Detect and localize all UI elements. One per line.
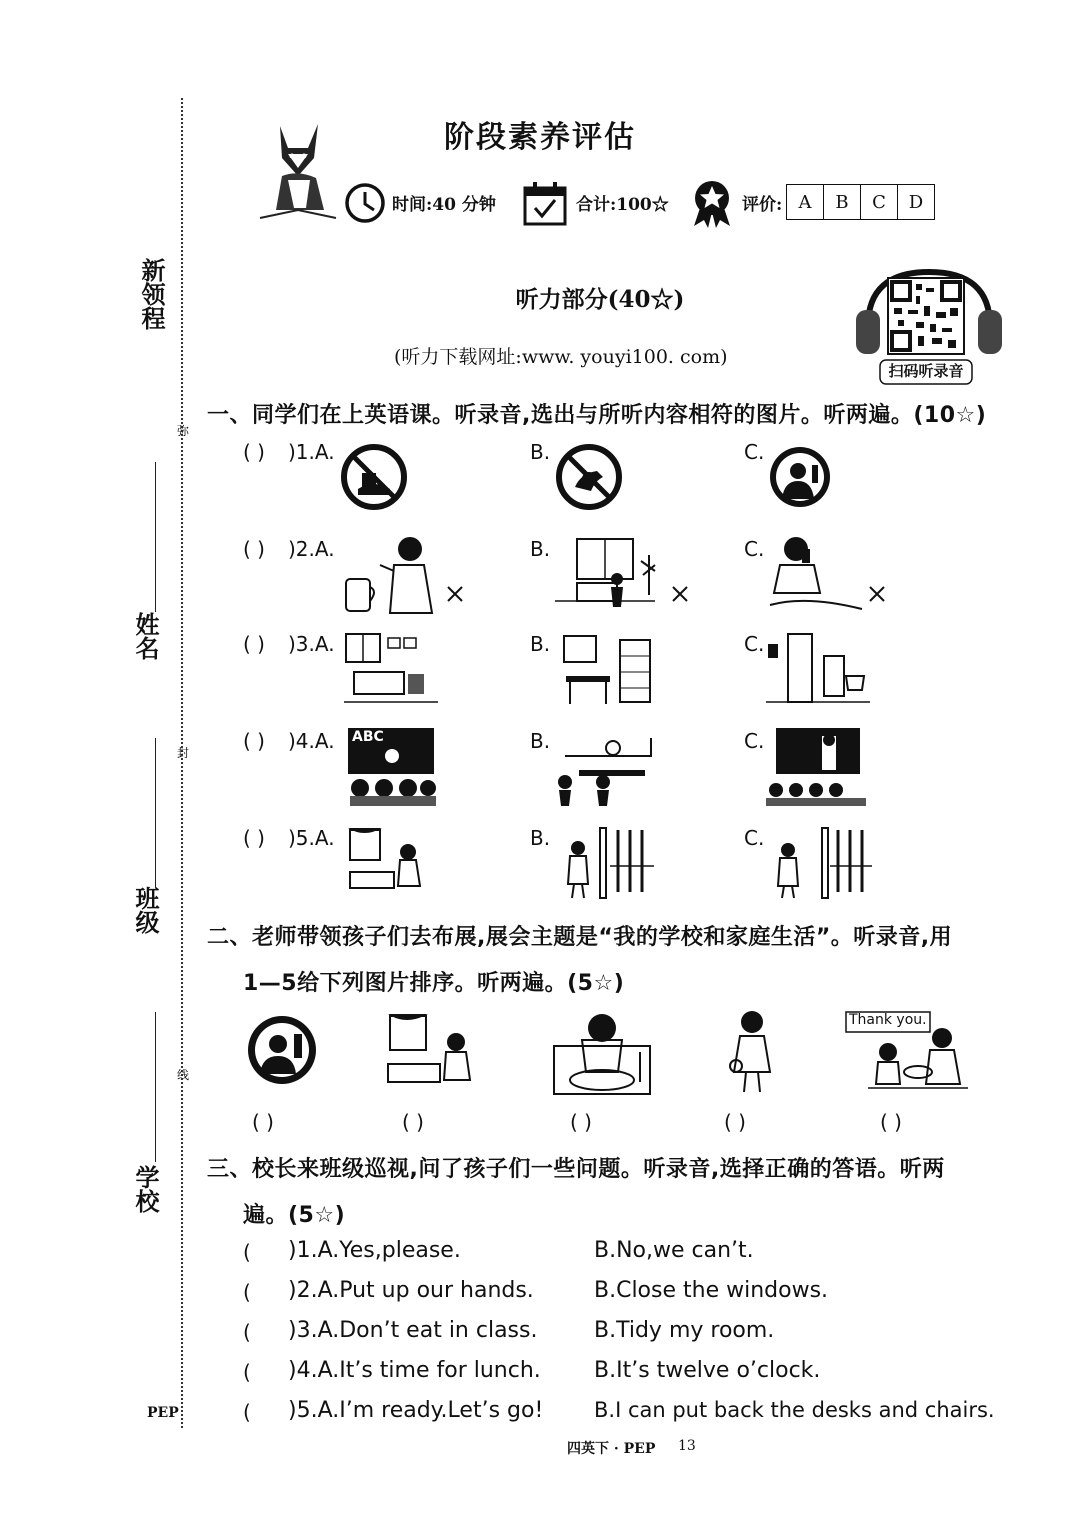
part2-heading-line1: 二、老师带领孩子们去布展,展会主题是“我的学校和家庭生活”。听录音,用 [207, 925, 953, 950]
p3-q2-option-a: )2.A.Put up our hands. [288, 1278, 534, 1303]
hand-washing-picture[interactable] [552, 1012, 652, 1096]
girl-with-ball-picture[interactable] [724, 1008, 784, 1096]
total-info: 合计:100☆ [576, 195, 669, 215]
p3-paren-3[interactable]: ( [243, 1320, 251, 1344]
school-label: 学校 [131, 1165, 160, 1213]
part3-heading-line1: 三、校长来班级巡视,问了孩子们一些问题。听录音,选择正确的答语。听两 [207, 1157, 945, 1182]
class-label: 班级 [131, 886, 160, 934]
q4-b-label: B. [530, 729, 551, 753]
rating-label: 评价: [742, 195, 783, 215]
clock-icon [344, 182, 386, 224]
rating-badge-icon [688, 178, 736, 228]
download-url-note: (听力下载网址:www. youyi100. com) [394, 346, 728, 368]
publisher-logo: 新领程 [137, 258, 166, 330]
calendar-icon [522, 180, 568, 228]
raise-hand-sign-icon[interactable] [766, 443, 834, 511]
p3-paren-4[interactable]: ( [243, 1360, 251, 1384]
living-room-girl-picture[interactable] [555, 535, 695, 615]
q5-b-label: B. [530, 826, 551, 850]
boy-on-phone-picture[interactable] [766, 535, 892, 615]
order-paren-1[interactable]: ( ) [252, 1110, 274, 1134]
part3-heading-line2: 遍。(5☆) [243, 1203, 346, 1228]
q3-c-label: C. [744, 632, 765, 656]
girl-on-bed-picture-2[interactable] [384, 1012, 480, 1092]
name-label: 姓名 [131, 612, 160, 660]
seal-mi: 弥 [176, 424, 189, 438]
q1-a-label: )1.A. [288, 440, 335, 464]
q1-c-label: C. [744, 440, 765, 464]
q4-a-label: )4.A. [288, 729, 335, 753]
order-paren-2[interactable]: ( ) [402, 1110, 424, 1134]
answer-paren-2[interactable]: ( ) [243, 537, 265, 561]
class-blank[interactable] [155, 738, 156, 888]
p3-q5-option-b: B.I can put back the desks and chairs. [594, 1398, 995, 1422]
q2-c-label: C. [744, 537, 765, 561]
p3-paren-1[interactable]: ( [243, 1240, 251, 1264]
speech-bubble-text: Thank you. [849, 1012, 927, 1028]
q2-a-label: )2.A. [288, 537, 335, 561]
no-touching-sign-icon[interactable] [555, 443, 623, 511]
q5-a-label: )5.A. [288, 826, 335, 850]
seal-feng: 封 [176, 746, 189, 760]
p3-q1-option-a: )1.A.Yes,please. [288, 1238, 461, 1263]
girl-on-bed-picture[interactable] [344, 826, 430, 896]
grade-a[interactable]: A [787, 185, 824, 219]
footer-page-number: 13 [678, 1438, 696, 1454]
p3-q1-option-b: B.No,we can’t. [594, 1238, 754, 1263]
girl-leaving-door-picture[interactable] [774, 826, 874, 902]
grade-c[interactable]: C [861, 185, 898, 219]
q1-b-label: B. [530, 440, 551, 464]
page-title: 阶段素养评估 [444, 120, 636, 155]
p3-paren-5[interactable]: ( [243, 1400, 251, 1424]
science-class-picture[interactable] [766, 726, 866, 808]
boy-with-kettle-picture[interactable] [344, 535, 470, 615]
classroom-desks-picture[interactable] [555, 726, 655, 808]
p3-q3-option-a: )3.A.Don’t eat in class. [288, 1318, 538, 1343]
name-blank[interactable] [155, 462, 156, 612]
p3-q2-option-b: B.Close the windows. [594, 1278, 829, 1303]
answer-paren-4[interactable]: ( ) [243, 729, 265, 753]
order-paren-4[interactable]: ( ) [724, 1110, 746, 1134]
part2-heading-line2: 1—5给下列图片排序。听两遍。(5☆) [243, 971, 625, 996]
p3-q4-option-b: B.It’s twelve o’clock. [594, 1358, 821, 1383]
p3-paren-2[interactable]: ( [243, 1280, 251, 1304]
time-info: 时间:40 分钟 [392, 195, 496, 215]
q5-c-label: C. [744, 826, 765, 850]
order-paren-3[interactable]: ( ) [570, 1110, 592, 1134]
grade-d[interactable]: D [908, 191, 924, 213]
qr-caption: 扫码听录音 [888, 362, 964, 380]
q3-b-label: B. [530, 632, 551, 656]
part1-heading: 一、同学们在上英语课。听录音,选出与所听内容相符的图片。听两遍。(10☆) [207, 403, 987, 428]
study-room-picture[interactable] [560, 632, 656, 710]
bathroom-picture[interactable] [766, 632, 870, 706]
answer-paren-5[interactable]: ( ) [243, 826, 265, 850]
answer-paren-3[interactable]: ( ) [243, 632, 265, 656]
seal-xian: 线 [176, 1068, 189, 1082]
board-abc-text: ABC [352, 729, 384, 745]
p3-q4-option-a: )4.A.It’s time for lunch. [288, 1358, 541, 1383]
q4-c-label: C. [744, 729, 765, 753]
grade-boxes [786, 184, 935, 220]
p3-q3-option-b: B.Tidy my room. [594, 1318, 775, 1343]
edition-label: PEP [147, 1405, 179, 1421]
q2-b-label: B. [530, 537, 551, 561]
order-paren-5[interactable]: ( ) [880, 1110, 902, 1134]
girl-at-door-picture[interactable] [558, 826, 658, 902]
grade-b[interactable]: B [824, 185, 861, 219]
q3-a-label: )3.A. [288, 632, 335, 656]
p3-q5-option-a: )5.A.I’m ready.Let’s go! [288, 1398, 544, 1423]
school-blank[interactable] [155, 1012, 156, 1162]
raise-hand-sign-picture[interactable] [244, 1012, 320, 1088]
no-eating-sign-icon[interactable] [340, 443, 408, 511]
listening-heading: 听力部分(40☆) [515, 286, 685, 313]
answer-paren-1[interactable]: ( ) [243, 440, 265, 464]
footer-page-label: 四英下 · PEP [567, 1441, 656, 1457]
bedroom-picture[interactable] [344, 632, 440, 706]
